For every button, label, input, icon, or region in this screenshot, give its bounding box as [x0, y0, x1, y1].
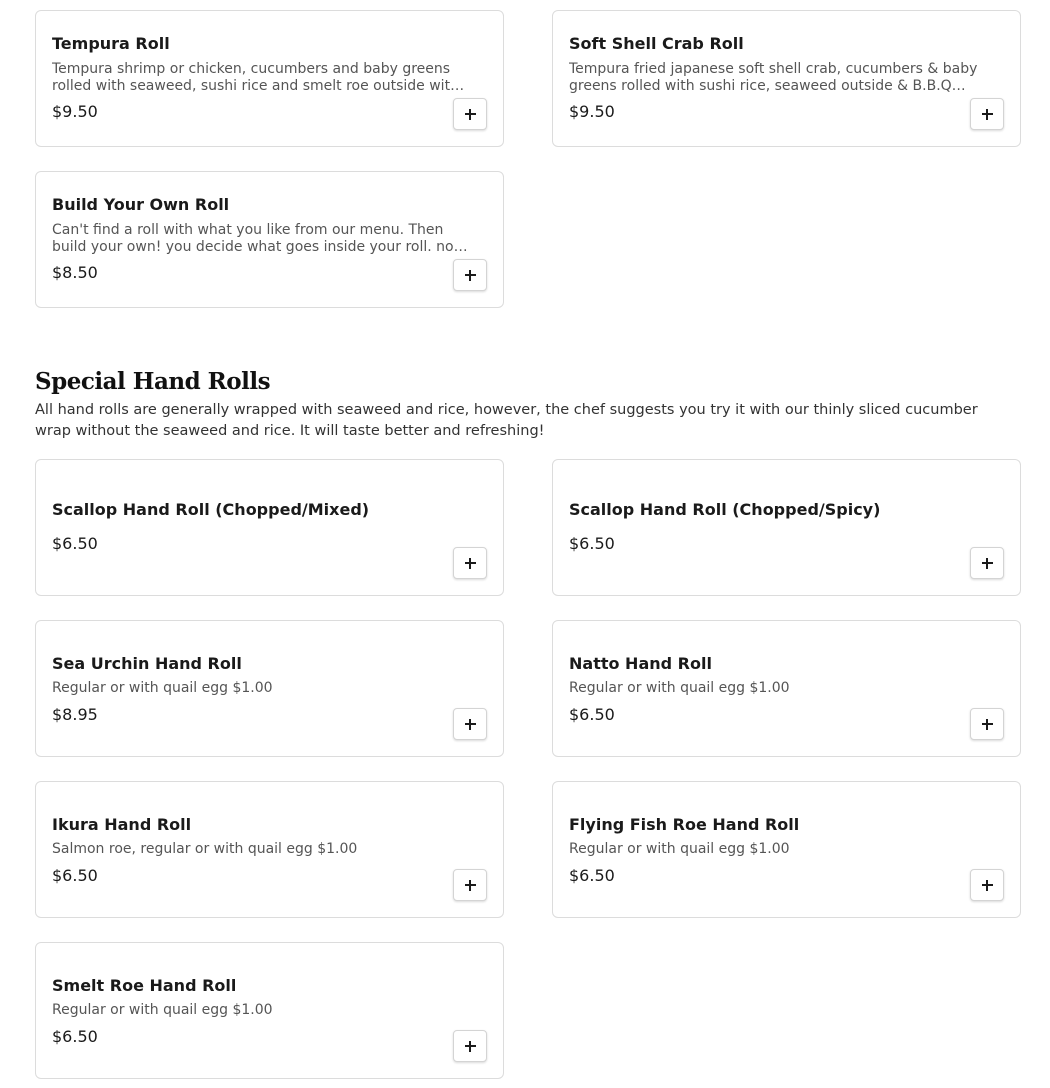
menu-item-card[interactable] [35, 620, 504, 757]
menu-item-card[interactable] [552, 620, 1021, 757]
plus-icon [465, 558, 476, 569]
item-name: Flying Fish Roe Hand Roll [569, 815, 800, 834]
item-description: Regular or with quail egg $1.00 [52, 680, 273, 696]
item-price: $6.50 [569, 534, 615, 553]
plus-icon [982, 558, 993, 569]
add-item-button[interactable] [453, 708, 487, 740]
item-price: $8.95 [52, 705, 98, 724]
plus-icon [465, 1041, 476, 1052]
plus-icon [982, 109, 993, 120]
item-price: $9.50 [52, 102, 98, 121]
item-description: Regular or with quail egg $1.00 [569, 841, 790, 857]
add-item-button[interactable] [453, 869, 487, 901]
item-description: Regular or with quail egg $1.00 [52, 1002, 273, 1018]
plus-icon [465, 270, 476, 281]
section-description: All hand rolls are generally wrapped with seaweed and rice, however, the chef suggests you try it with our thinly sliced cucumber wrap without the seaweed and rice. It will taste better and refreshing! [35, 402, 978, 439]
menu-item-card[interactable] [35, 459, 504, 596]
add-item-button[interactable] [970, 98, 1004, 130]
item-description: Salmon roe, regular or with quail egg $1.00 [52, 841, 358, 857]
section-title: Special Hand Rolls [35, 368, 271, 395]
item-price: $9.50 [569, 102, 615, 121]
menu-item-card[interactable] [552, 10, 1021, 147]
add-item-button[interactable] [970, 547, 1004, 579]
item-name: Scallop Hand Roll (Chopped/Mixed) [52, 500, 370, 519]
item-name: Natto Hand Roll [569, 654, 712, 673]
plus-icon [982, 719, 993, 730]
item-name: Sea Urchin Hand Roll [52, 654, 242, 673]
add-item-button[interactable] [453, 98, 487, 130]
add-item-button[interactable] [453, 1030, 487, 1062]
item-price: $6.50 [52, 866, 98, 885]
item-price: $6.50 [569, 705, 615, 724]
item-name: Tempura Roll [52, 34, 170, 53]
menu-item-card[interactable] [35, 171, 504, 308]
item-price: $6.50 [569, 866, 615, 885]
menu-item-card[interactable] [35, 10, 504, 147]
add-item-button[interactable] [970, 869, 1004, 901]
item-price: $8.50 [52, 263, 98, 282]
plus-icon [465, 880, 476, 891]
item-description: Regular or with quail egg $1.00 [569, 680, 790, 696]
plus-icon [465, 719, 476, 730]
plus-icon [465, 109, 476, 120]
item-name: Build Your Own Roll [52, 195, 230, 214]
add-item-button[interactable] [970, 708, 1004, 740]
item-name: Scallop Hand Roll (Chopped/Spicy) [569, 500, 881, 519]
item-name: Soft Shell Crab Roll [569, 34, 744, 53]
item-description: Tempura fried japanese soft shell crab, cucumbers & baby greens rolled with sushi rice, seaweed outside & B.B.Q [569, 61, 978, 94]
item-name: Ikura Hand Roll [52, 815, 192, 834]
plus-icon [982, 880, 993, 891]
menu-item-card[interactable] [35, 942, 504, 1079]
item-description: Can't find a roll with what you like from our menu. Then build your own! you decide what goes inside your roll. no [52, 222, 454, 255]
menu-item-card[interactable] [35, 781, 504, 918]
item-price: $6.50 [52, 1027, 98, 1046]
item-description: Tempura shrimp or chicken, cucumbers and baby greens rolled with seaweed, sushi rice and smelt roe outside with [52, 61, 459, 94]
item-price: $6.50 [52, 534, 98, 553]
item-name: Smelt Roe Hand Roll [52, 976, 237, 995]
menu-item-card[interactable] [552, 781, 1021, 918]
menu-item-card[interactable] [552, 459, 1021, 596]
add-item-button[interactable] [453, 259, 487, 291]
add-item-button[interactable] [453, 547, 487, 579]
